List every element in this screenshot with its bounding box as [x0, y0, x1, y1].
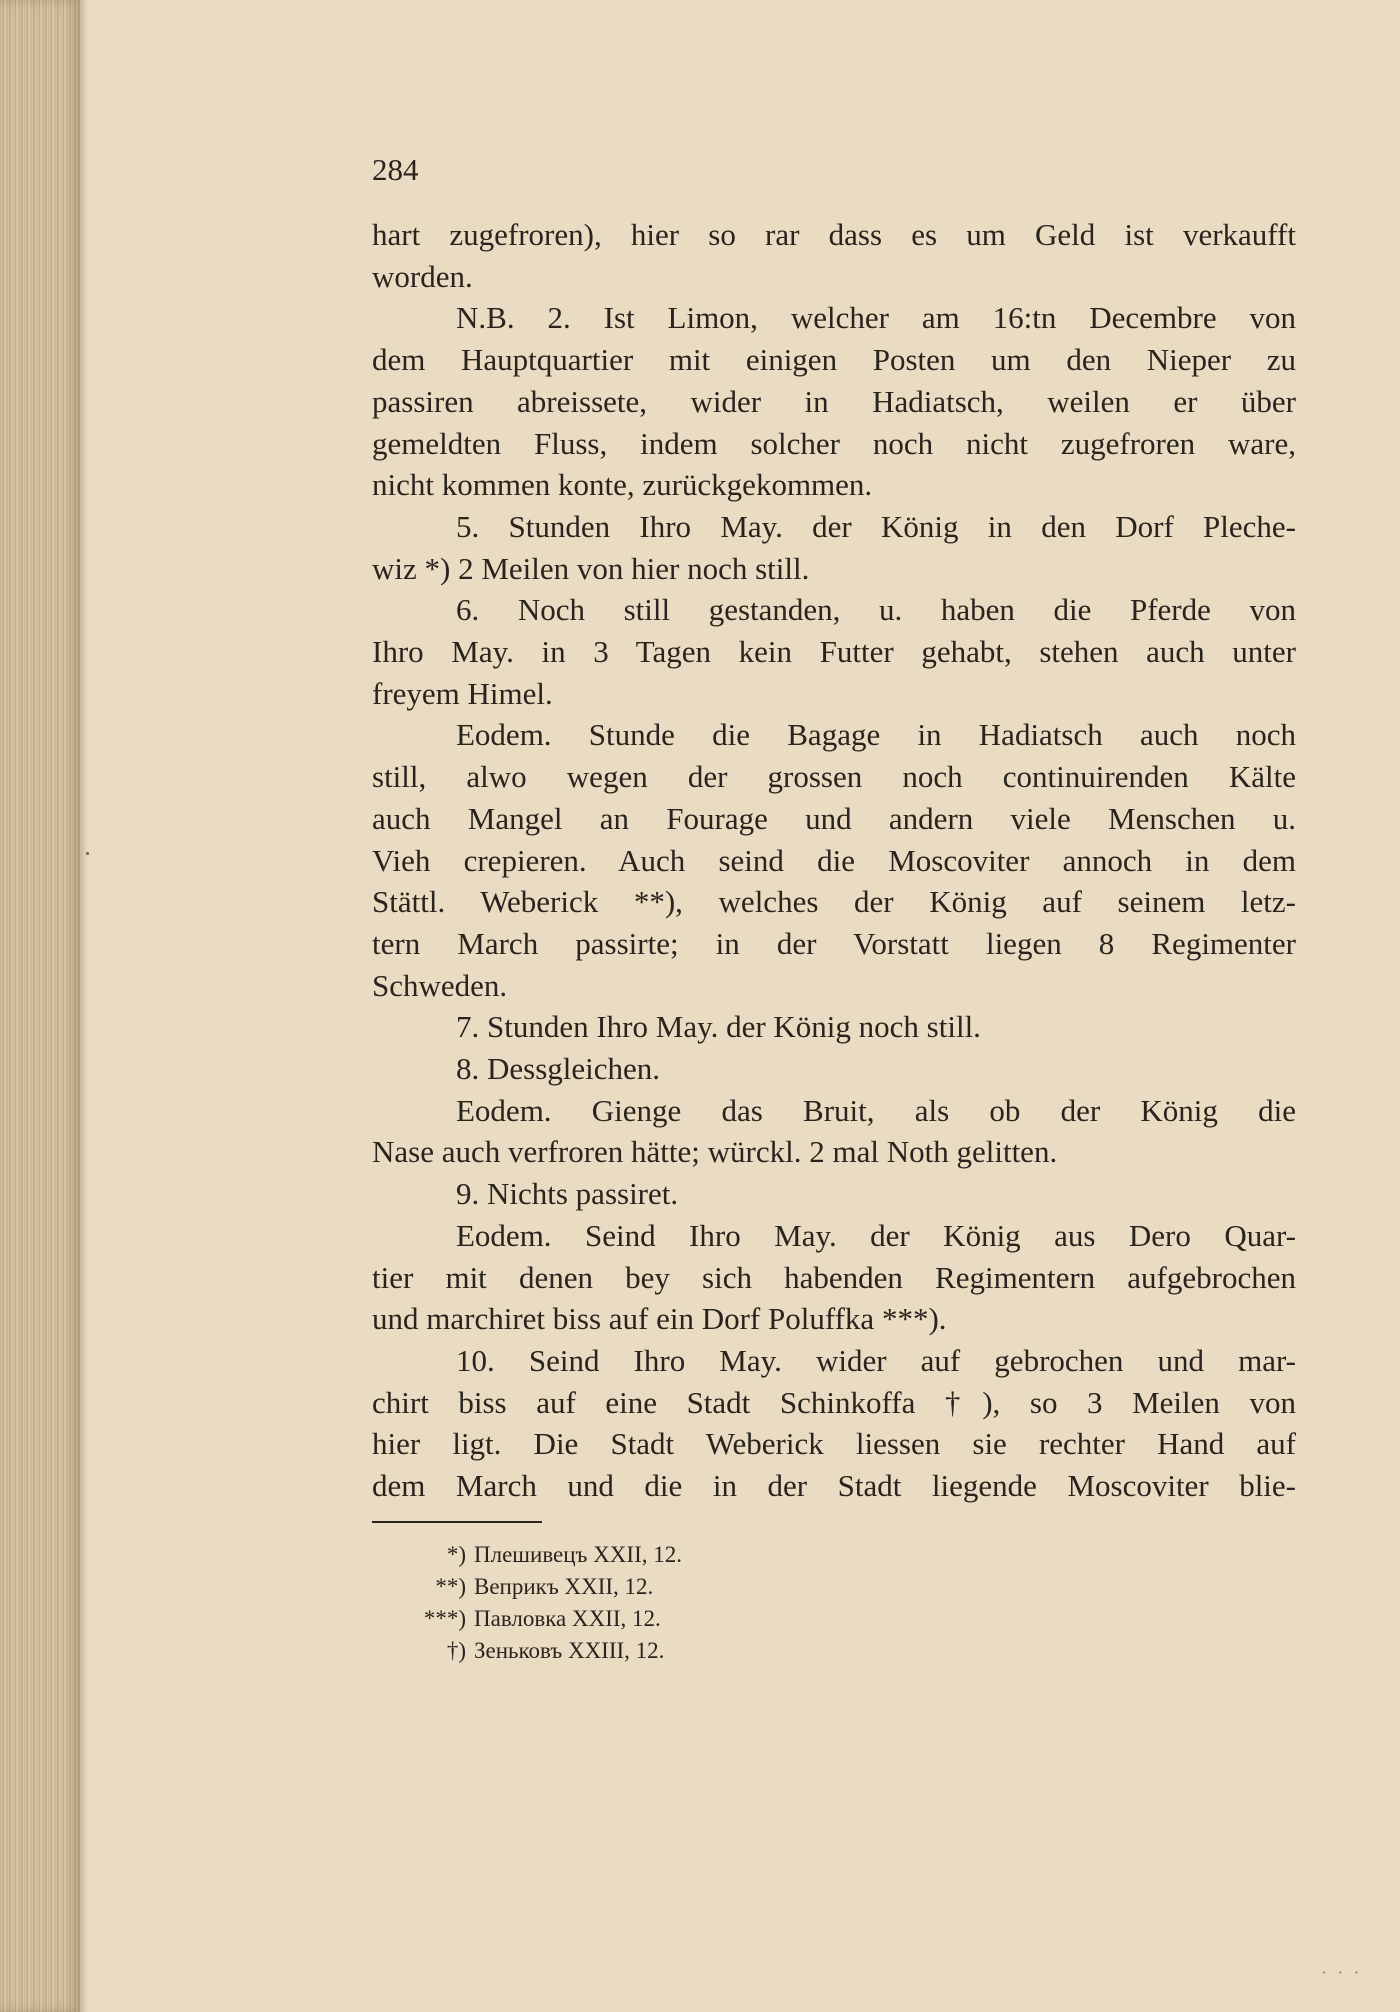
page-number: 284: [372, 152, 419, 187]
text-line: chirt biss auf eine Stadt Schinkoffa †), so 3 Meilen von: [372, 1384, 1296, 1420]
footnote-marker: ***): [423, 1605, 466, 1631]
footnote: [372, 1539, 1296, 1571]
footnote-text: Плешивецъ XXII, 12.: [474, 1541, 682, 1567]
text-line: Eodem. Stunde die Bagage in Hadiatsch auch noch: [456, 717, 1296, 753]
text-line: 9. Nichts passiret.: [456, 1176, 679, 1212]
text-line: 7. Stunden Ihro May. der König noch still.: [456, 1009, 981, 1045]
text-line: dem Hauptquartier mit einigen Posten um den Nieper zu: [372, 342, 1296, 378]
text-line: worden.: [372, 258, 473, 294]
text-line: still, alwo wegen der grossen noch continuirenden Kälte: [372, 759, 1296, 795]
text-line: wiz *) 2 Meilen von hier noch still.: [372, 550, 810, 586]
footnote-marker: **): [435, 1573, 466, 1599]
text-line: 6. Noch still gestanden, u. haben die Pferde von: [456, 592, 1296, 628]
text-line: 10. Seind Ihro May. wider auf gebrochen und mar-: [456, 1342, 1296, 1378]
text-line: hart zugefroren), hier so rar dass es um Geld ist verkaufft: [372, 217, 1296, 252]
footnote-marker: †): [446, 1637, 466, 1663]
text-line: Ihro May. in 3 Tagen kein Futter gehabt, stehen auch unter: [372, 634, 1296, 670]
text-line: Nase auch verfroren hätte; würckl. 2 mal Noth gelitten.: [372, 1134, 1058, 1170]
text-line: hier ligt. Die Stadt Weberick liessen sie rechter Hand auf: [372, 1426, 1296, 1462]
body-text: [372, 214, 1296, 1507]
text-block: [372, 150, 1296, 1667]
text-line: nicht kommen konte, zurückgekommen.: [372, 467, 873, 503]
text-line: Schweden.: [372, 967, 508, 1003]
text-line: auch Mangel an Fourage und andern viele Menschen u.: [372, 800, 1296, 836]
corner-mark: · · ·: [1321, 1963, 1362, 1982]
text-line: Eodem. Gienge das Bruit, als ob der König die: [456, 1092, 1296, 1128]
text-line: freyem Himel.: [372, 675, 553, 711]
paper-spot: [86, 852, 89, 855]
book-page-edges: [0, 0, 80, 2012]
text-line: und marchiret biss auf ein Dorf Poluffka ***).: [372, 1301, 947, 1337]
text-line: dem March und die in der Stadt liegende Moscoviter blie-: [372, 1468, 1296, 1504]
footnote: [372, 1571, 1296, 1603]
text-line: Stättl. Weberick **), welches der König auf seinem letz-: [372, 884, 1296, 920]
footnote-rule: [372, 1521, 542, 1523]
footnote-text: Веприкъ XXII, 12.: [474, 1573, 654, 1599]
footnote: [372, 1635, 1296, 1667]
text-line: Vieh crepieren. Auch seind die Moscoviter annoch in dem: [372, 842, 1296, 878]
footnote-marker: *): [446, 1541, 466, 1567]
footnote: [372, 1603, 1296, 1635]
text-line: Eodem. Seind Ihro May. der König aus Dero Quar-: [456, 1217, 1296, 1253]
footnote-text: Зеньковъ XXIII, 12.: [474, 1637, 665, 1663]
text-line: 5. Stunden Ihro May. der König in den Dorf Pleche-: [456, 508, 1296, 544]
text-line: gemeldten Fluss, indem solcher noch nicht zugefroren ware,: [372, 425, 1296, 461]
text-line: N.B. 2. Ist Limon, welcher am 16:tn Decembre von: [456, 300, 1296, 336]
footnote-text: Павловка XXII, 12.: [474, 1605, 661, 1631]
text-line: passiren abreissete, wider in Hadiatsch, weilen er über: [372, 383, 1296, 419]
text-line: tier mit denen bey sich habenden Regimentern aufgebrochen: [372, 1259, 1296, 1295]
text-line: tern March passirte; in der Vorstatt liegen 8 Regimenter: [372, 925, 1296, 961]
footnotes: [372, 1539, 1296, 1667]
text-line: 8. Dessgleichen.: [456, 1051, 661, 1087]
